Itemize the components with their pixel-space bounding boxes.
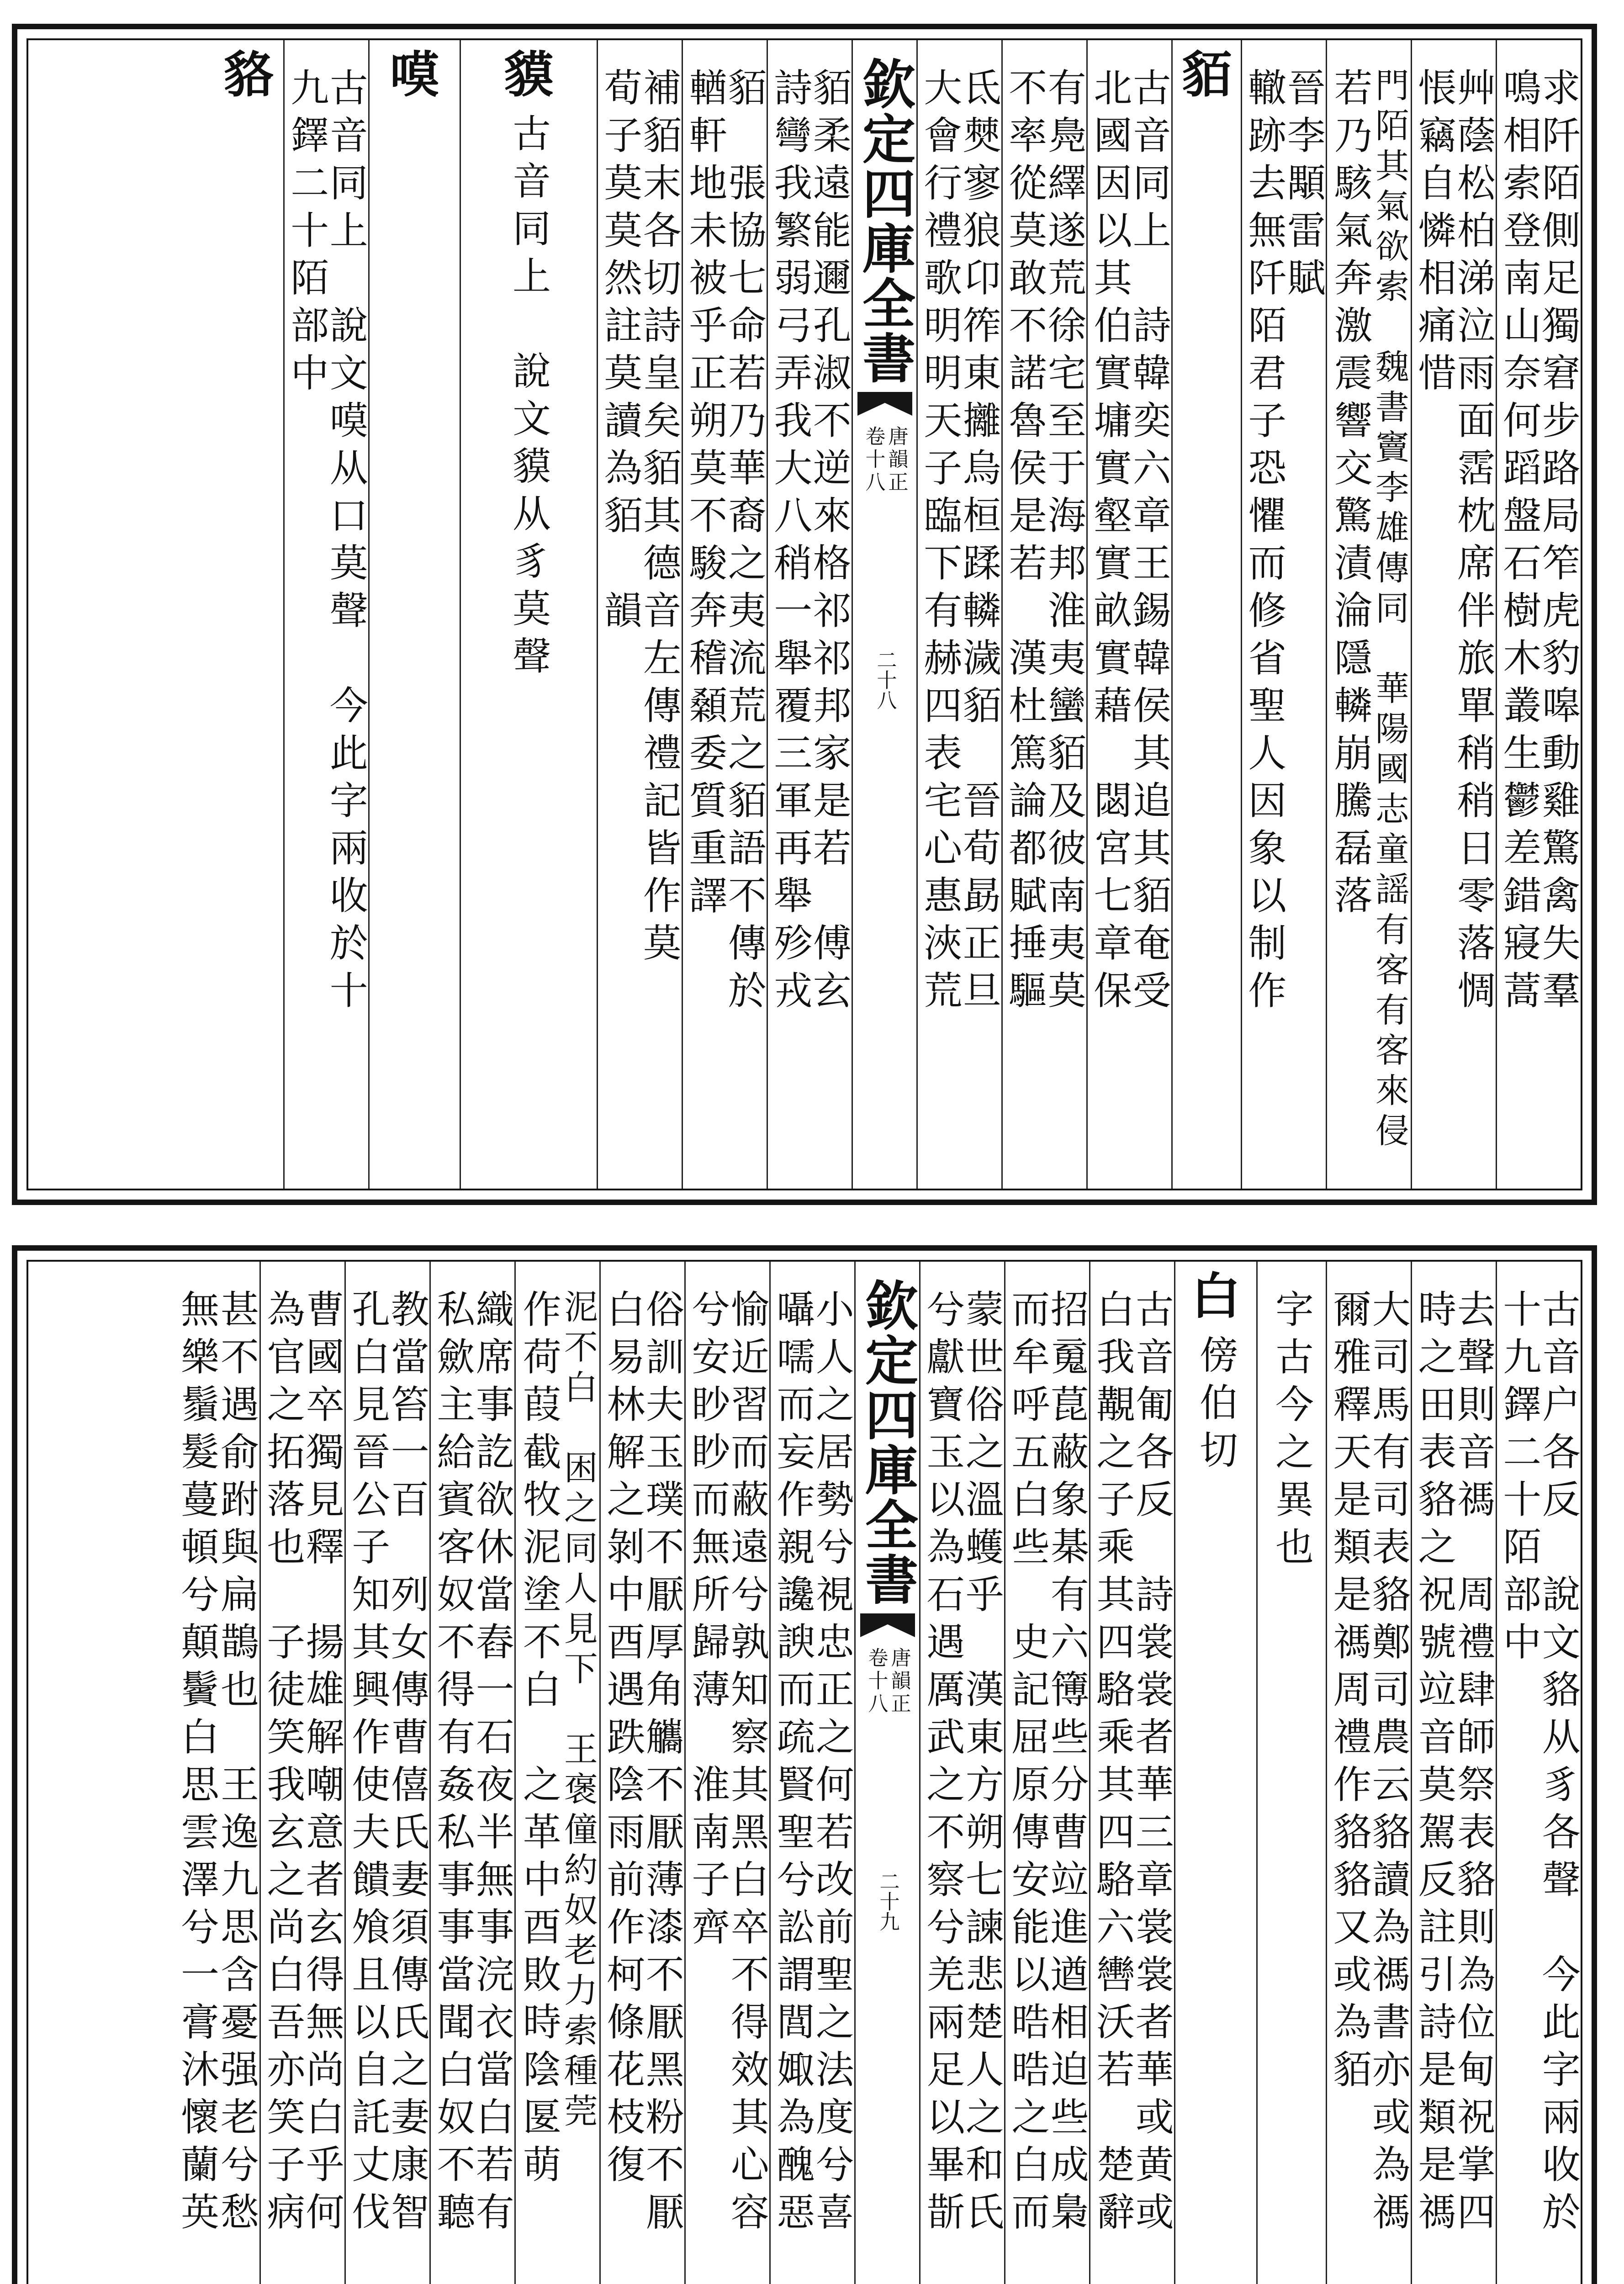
text-column bbox=[1496, 1262, 1581, 2284]
volume-info bbox=[863, 426, 906, 494]
book-title: 欽定四庫全書 bbox=[856, 1278, 919, 1607]
text-line: 晉李顒雷賦 bbox=[1281, 68, 1326, 305]
text-line: 求阡陌側足獨窘步路局笮虎豹嗥動雞驚禽失羣 bbox=[1536, 68, 1581, 1018]
text-line: 兮獻寶玉以為石遇厲武之不察兮羌兩足以畢斮 bbox=[920, 1289, 965, 2239]
text-column bbox=[1089, 1262, 1174, 2284]
text-column bbox=[1004, 1262, 1089, 2284]
text-line: 時之田表貉之祝號竝音莫駕反註引詩是類是禡 bbox=[1412, 1289, 1457, 2239]
text-line: 而牟呼五白些 史記屈原傳安能以晧晧之白而 bbox=[1005, 1289, 1050, 2239]
volume-title: 唐韻正 bbox=[884, 426, 908, 494]
text-line: 織席事訖欲休當舂一石夜半無事浣衣當白若有 bbox=[470, 1289, 515, 2239]
text-column bbox=[769, 1262, 854, 2284]
text-column bbox=[1496, 40, 1581, 1189]
entry-head-character: 貘 bbox=[504, 46, 554, 104]
text-column bbox=[1241, 40, 1326, 1189]
folio-number: 二十八 bbox=[873, 650, 897, 710]
text-line: 北國因以其伯實墉實壑實畝實藉 閟宮七章保 bbox=[1087, 68, 1132, 1018]
text-line: 兮安眇眇而無所歸薄 淮南子齊 bbox=[685, 1289, 730, 1954]
text-line: 不率從莫敢不諾魯侯是若 漢杜篤論都賦捶驅 bbox=[1002, 68, 1047, 1018]
top-page bbox=[12, 24, 1597, 1205]
text-column bbox=[1086, 40, 1171, 1189]
text-line: 補貊末各切詩皇矣貊其德音左傳禮記皆作莫 bbox=[637, 68, 682, 970]
text-line: 爾雅釋天是類是禡周禮作貉貉又或為貊 bbox=[1327, 1289, 1372, 2097]
text-line: 孔白見晉公子知其興作使夫饋飧且以自託丈伐 bbox=[345, 1289, 391, 2239]
volume-title: 唐韻正 bbox=[887, 1647, 911, 1716]
text-column bbox=[1326, 1262, 1411, 2284]
text-column bbox=[684, 1262, 769, 2284]
text-line: 荀子莫莫然註莫讀為貊 韻 bbox=[598, 68, 643, 638]
text-line: 白我覯之子乘其四駱乘其四駱六轡沃若 楚辭 bbox=[1090, 1289, 1135, 2239]
text-line: 氐僰寥狼卬筰東攡烏桓蹂轔濊貊 晉荀勗正旦 bbox=[957, 68, 1002, 1018]
text-line: 貊 張協七命若乃華裔之夷流荒之貊語不傳於 bbox=[722, 68, 767, 1018]
text-line: 轍跡去無阡陌君子恐懼而修省聖人因象以制作 bbox=[1242, 68, 1287, 1018]
text-line: 九鐸二十陌部中 bbox=[284, 68, 329, 400]
entry-head-character: 白 bbox=[1191, 1268, 1241, 1325]
text-column bbox=[514, 1262, 599, 2284]
text-column bbox=[1326, 40, 1411, 1189]
text-line: 白易林解之剝中酉遇跌陰雨前作柯條花枝復 bbox=[600, 1289, 645, 2192]
text-column bbox=[1411, 1262, 1496, 2284]
entry-head-column bbox=[1171, 40, 1241, 1189]
fishtail-mark-icon bbox=[857, 392, 912, 421]
entry-head-character: 貊 bbox=[1182, 46, 1232, 104]
volume-number: 卷十八 bbox=[862, 426, 885, 494]
text-column bbox=[175, 1262, 259, 2284]
text-line: 去聲則音禡 周禮肆師祭表貉則為位甸祝掌四 bbox=[1451, 1289, 1496, 2239]
text-line: 無樂鬚髮蔓頓兮顛鬢白思雲澤兮一膏沐懷蘭英 bbox=[175, 1289, 220, 2239]
text-line: 小人之居勢兮視忠正之何若改前聖之法度兮喜 bbox=[809, 1289, 855, 2239]
text-column bbox=[916, 40, 1001, 1189]
fishtail-mark-icon bbox=[860, 1613, 915, 1643]
text-line: 大司馬有司表貉鄭司農云貉讀為禡書亦或為禡 bbox=[1366, 1289, 1411, 2239]
text-column bbox=[599, 1262, 684, 2284]
text-line: 艸蔭松柏涕泣雨面霑枕席伴旅單稍稍日零落惆 bbox=[1451, 68, 1496, 1018]
text-line: 門陌其氣欲索 魏書竇李雄傳同 華陽國志童謡有客有客來侵 bbox=[1370, 68, 1409, 1153]
entry-head-column bbox=[460, 40, 597, 1189]
entry-head-column bbox=[368, 40, 460, 1189]
text-line: 古音同上 詩韓奕六章王錫韓侯其追其貊奄受 bbox=[1127, 68, 1172, 1018]
text-column bbox=[682, 40, 767, 1189]
text-line: 俗訓夫玉璞不厭厚角觿不厭薄漆不厭黑粉不厭 bbox=[640, 1289, 685, 2239]
text-column bbox=[429, 1262, 514, 2284]
text-line: 悵竊自憐相痛惜 bbox=[1412, 68, 1457, 400]
top-page-frame bbox=[26, 38, 1582, 1190]
entry-head-character: 嗼 bbox=[390, 46, 439, 104]
text-line: 囁嚅而妄作親讒諛而疏賢聖兮訟謂閭娵為醜惡 bbox=[770, 1289, 815, 2239]
text-column bbox=[259, 1262, 344, 2284]
text-line: 十九鐸二十陌部中 bbox=[1497, 1289, 1542, 1669]
text-line: 貊柔遠能邇孔淑不逆來格祁祁邦家是若 傅玄 bbox=[807, 68, 852, 1018]
volume-info bbox=[866, 1647, 909, 1716]
text-line: 曹國卒獨見釋 揚雄解嘲意者玄得無尚白乎何 bbox=[300, 1289, 345, 2239]
entry-head-column bbox=[1174, 1262, 1256, 2284]
bottom-page bbox=[12, 1245, 1597, 2284]
text-column bbox=[767, 40, 852, 1189]
text-line: 泥不白 困之同人見下 王褒僮約奴老力索種莞 bbox=[558, 1289, 598, 2133]
text-line: 若乃駭氣奔激震響交驚漬淪隱轔崩騰磊落 bbox=[1328, 68, 1373, 923]
text-line: 有鳧繹遂荒徐宅至于海邦淮夷蠻貊及彼南夷莫 bbox=[1042, 68, 1087, 1018]
text-line: 鳴相索登南山奈何蹈盤石樹木叢生鬱差錯寢蒿 bbox=[1497, 68, 1542, 1018]
text-column bbox=[1001, 40, 1086, 1189]
text-line: 作荷葭截牧泥塗不白 之革中酉敗時陰匽萌 bbox=[517, 1289, 562, 2192]
entry-head-character: 貉 bbox=[223, 46, 273, 104]
text-line: 蒙世俗之溫蠖乎 漢東方朔七諫悲楚人之和氏 bbox=[959, 1289, 1005, 2239]
text-line: 甚不遇俞跗與扁鵲也 王逸九思含憂强老兮愁 bbox=[214, 1289, 259, 2239]
text-line: 大會行禮歌明明天子臨下有赫四表宅心惠浹荒 bbox=[917, 68, 963, 1018]
text-column bbox=[1256, 1262, 1326, 2284]
text-line: 字古今之異也 bbox=[1269, 1289, 1314, 1574]
entry-head-column bbox=[214, 40, 283, 1189]
book-title: 欽定四庫全書 bbox=[853, 57, 916, 386]
text-column bbox=[344, 1262, 429, 2284]
text-line: 古音户各反 說文貉从豸各聲 今此字兩收於 bbox=[1536, 1289, 1581, 2239]
text-column bbox=[919, 1262, 1004, 2284]
text-column bbox=[597, 40, 682, 1189]
folio-number: 二十九 bbox=[876, 1871, 899, 1931]
text-line: 招䰟菎蔽象棊有六簙些分曹竝進遒相迫些成梟 bbox=[1044, 1289, 1090, 2239]
text-line: 詩彎我繁弱弓弄我大八稍一舉覆三軍再舉殄戎 bbox=[767, 68, 813, 1018]
bottom-page-frame bbox=[26, 1260, 1582, 2284]
center-fold bbox=[852, 40, 916, 1189]
text-line: 愉近習而蔽遠兮孰知察其黑白卒不得效其心容 bbox=[725, 1289, 770, 2239]
text-line: 古音匍各反 詩裳裳者華三章裳裳者華或黄或 bbox=[1129, 1289, 1174, 2239]
text-line: 為官之拓落也 子徒笑我玄之尚白吾亦笑子病 bbox=[260, 1289, 306, 2239]
text-line: 輶軒地未被乎正朔莫不駿奔稽顙委質重譯 bbox=[682, 68, 728, 923]
text-line: 傍伯切 bbox=[1193, 1335, 1238, 1477]
text-line: 私歛主給賓客奴不得有姦私事事當聞白奴不聽 bbox=[430, 1289, 476, 2239]
center-fold bbox=[854, 1262, 919, 2284]
text-line: 古音同上 說文嗼从口莫聲 今此字兩收於十 bbox=[323, 68, 369, 1018]
volume-number: 卷十八 bbox=[864, 1647, 888, 1716]
text-line: 古音同上 說文貘从豸莫聲 bbox=[506, 113, 551, 683]
text-line: 教當笞一百 列女傳曹僖氏妻須傳氏之妻康智 bbox=[385, 1289, 430, 2239]
text-column bbox=[283, 40, 368, 1189]
text-column bbox=[1411, 40, 1496, 1189]
